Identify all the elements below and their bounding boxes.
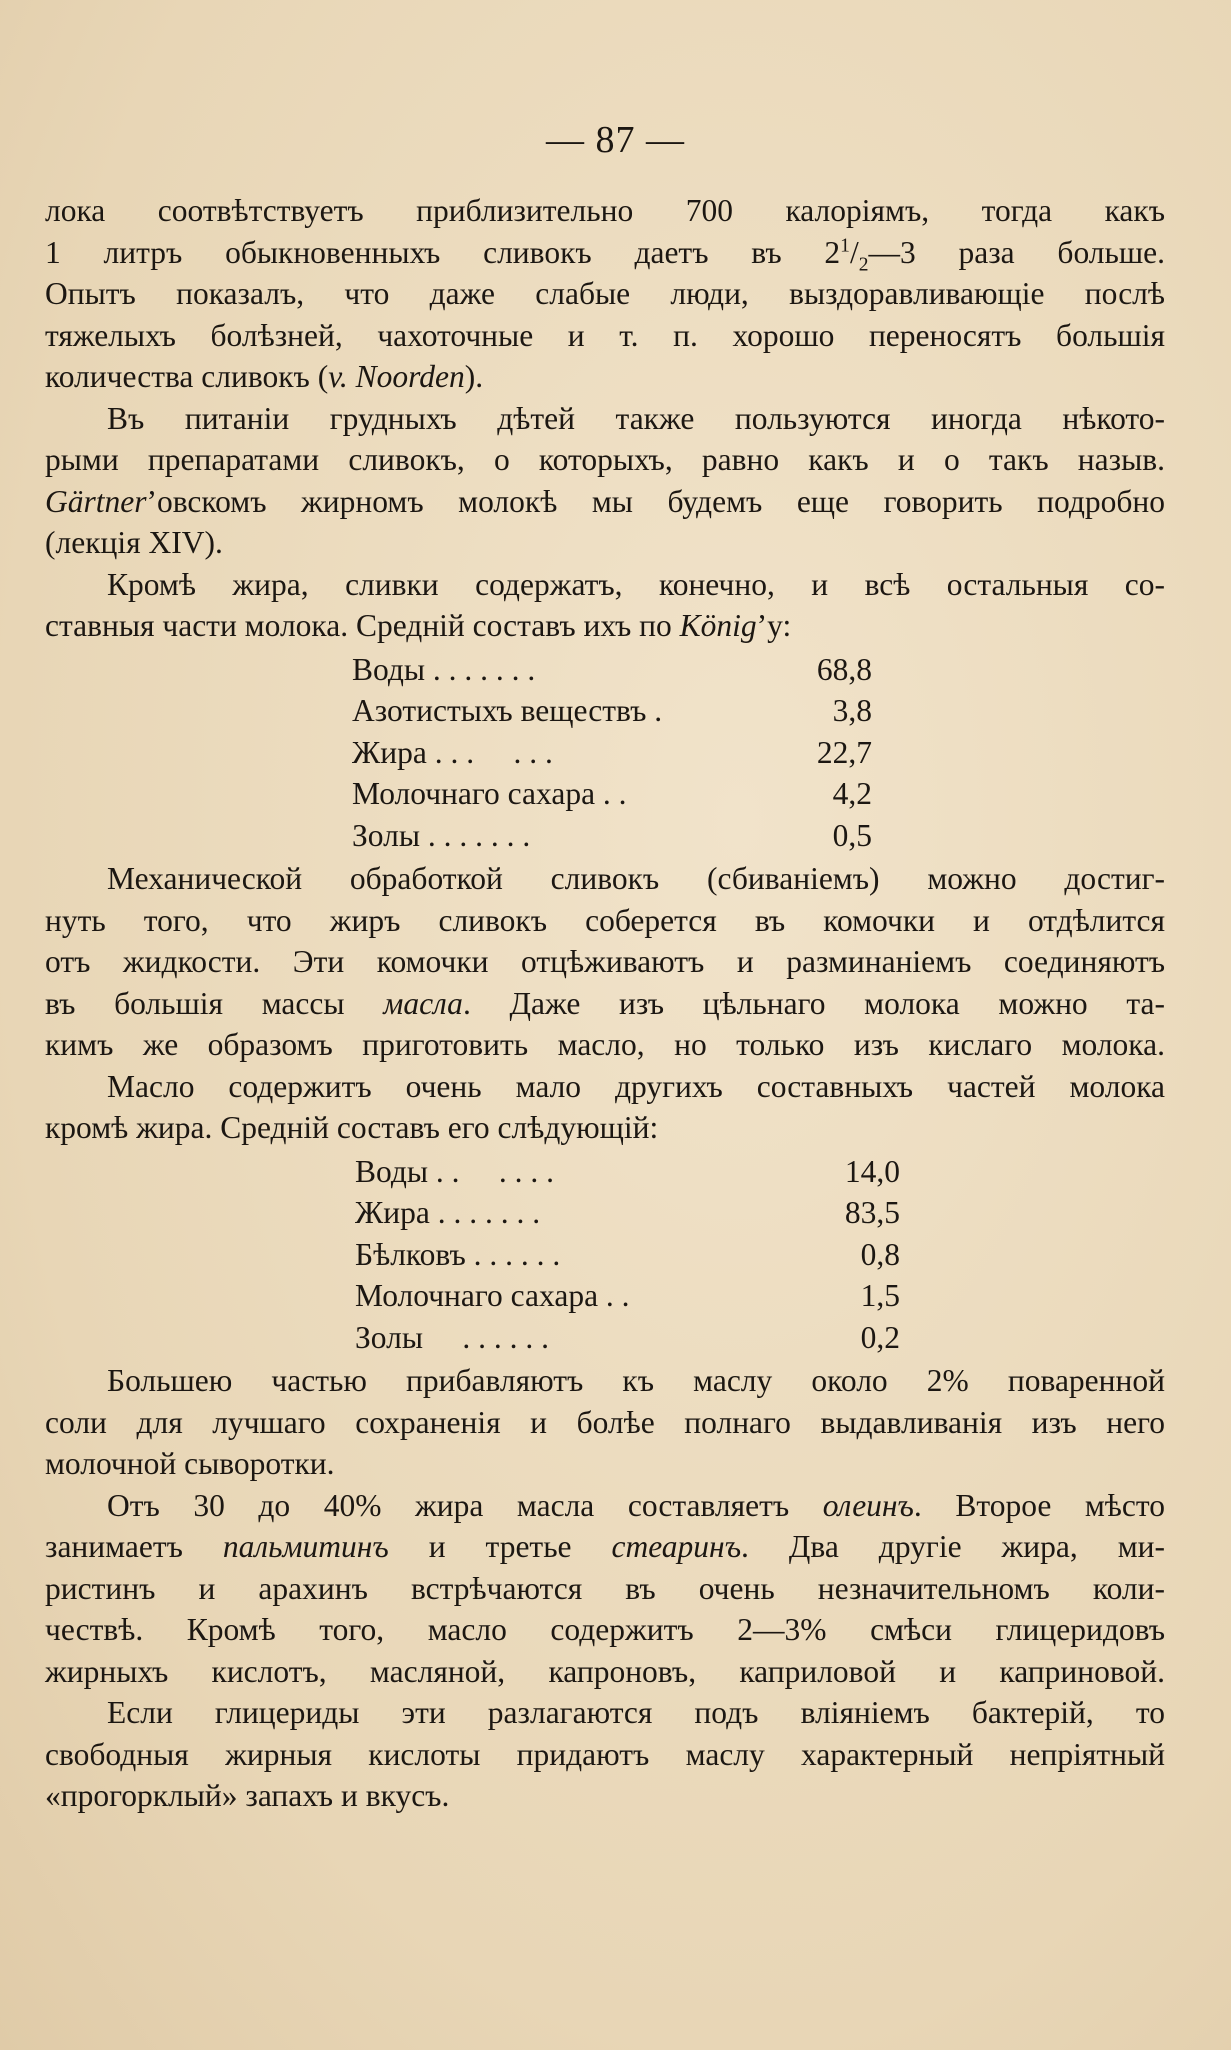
component-value: 0,2 [860, 1319, 900, 1355]
table-row [352, 773, 872, 815]
text-line: свободныя жирныя кислоты придаютъ маслу характерный непріятный [45, 1736, 1165, 1772]
text-line: ставныя части молока. Среднiй составъ ихъ по König’у: [45, 608, 792, 643]
text-line: кромѣ жира. Среднiй составъ его слѣдующiй: [45, 1110, 659, 1145]
component-label: Золы . . . . . . . [352, 817, 531, 853]
text-line: кимъ же образомъ приготовить масло, но только изъ кислаго молока. [45, 1027, 1165, 1062]
component-value: 4,2 [832, 776, 872, 811]
component-label: Бѣлковъ . . . . . . [355, 1236, 561, 1272]
table-row [355, 1151, 900, 1193]
text-line: въ большія массы масла. Даже изъ цѣльнаго молока можно та- [45, 985, 1165, 1021]
table-row [352, 815, 872, 857]
body-text [45, 190, 1165, 1817]
page-number: — 87 — [546, 119, 685, 161]
component-value: 83,5 [844, 1195, 900, 1230]
text-line: (лекція XIV). [45, 525, 223, 560]
text-line: занимаетъ пальмитинъ и третье стеаринъ. Два другіе жира, ми- [45, 1529, 1165, 1564]
text-line: лока соотвѣтствуетъ приблизительно 700 калоріямъ, тогда какъ [45, 193, 1165, 228]
component-value: 0,8 [860, 1236, 900, 1272]
table-row [352, 732, 872, 774]
text-line: рыми препаратами сливокъ, о которыхъ, равно какъ и о такъ назыв. [45, 442, 1165, 477]
component-value: 0,5 [832, 817, 872, 853]
text-line: чествѣ. Кромѣ того, масло содержитъ 2—3% смѣси глицеридовъ [45, 1612, 1165, 1647]
text-line: Gärtner’овскомъ жирномъ молокѣ мы будемъ еще говорить подробно [45, 483, 1165, 519]
table-row [355, 1275, 900, 1317]
text-line: «прогорклый» запахъ и вкусъ. [45, 1778, 450, 1813]
text-line: Масло содержитъ очень мало другихъ составныхъ частей молока [107, 1068, 1165, 1104]
component-label: Молочнаго сахара . . [352, 776, 627, 811]
paragraph-infant-feeding [45, 398, 1165, 564]
component-value: 22,7 [816, 734, 872, 770]
text-line: отъ жидкости. Эти комочки отцѣживаютъ и разминаніемъ соединяютъ [45, 944, 1165, 979]
text-line: нуть того, что жиръ сливокъ соберется въ комочки и отдѣлится [45, 902, 1165, 938]
paragraph-salt [45, 1360, 1165, 1485]
component-value: 68,8 [816, 651, 872, 687]
component-label: Азотистыхъ веществъ . [352, 693, 663, 728]
component-label: Воды . . . . . . [355, 1153, 555, 1189]
paragraph-rancid [45, 1692, 1165, 1817]
table-row [355, 1317, 900, 1359]
text-line: Механической обработкой сливокъ (сбиваніемъ) можно достиг- [107, 861, 1165, 896]
text-line: Если глицериды эти разлагаются подъ вліяніемъ бактерій, то [107, 1695, 1165, 1730]
component-label: Жира . . . . . . . [355, 1195, 541, 1230]
paragraph-cream-composition [45, 564, 1165, 647]
table-row [352, 649, 872, 691]
component-label: Жира . . . . . . [352, 734, 553, 770]
text-line: Опытъ показалъ, что даже слабые люди, выздоравливающіе послѣ [45, 276, 1165, 311]
paragraph-butter-composition [45, 1066, 1165, 1149]
table-row [352, 690, 872, 732]
text-line: ристинъ и арахинъ встрѣчаются въ очень незначительномъ коли- [45, 1570, 1165, 1606]
text-line: соли для лучшаго сохраненія и болѣе полнаго выдавливанія изъ него [45, 1404, 1165, 1440]
component-label: Воды . . . . . . . [352, 651, 536, 687]
component-label: Золы . . . . . . [355, 1319, 549, 1355]
table-row [355, 1192, 900, 1234]
component-label: Молочнаго сахара . . [355, 1278, 630, 1313]
paragraph-fats [45, 1485, 1165, 1693]
component-value: 3,8 [832, 693, 872, 728]
text-line: 1 литръ обыкновенныхъ сливокъ даетъ въ $2^1/_2—3$ раза больше. [45, 234, 1165, 275]
butter-composition-table [355, 1151, 900, 1359]
table-row [355, 1234, 900, 1276]
component-value: 14,0 [844, 1153, 900, 1189]
text-line: Въ питаніи грудныхъ дѣтей также пользуются иногда нѣкото- [107, 400, 1165, 436]
text-line: молочной сыворотки. [45, 1446, 335, 1481]
component-value: 1,5 [860, 1278, 900, 1313]
text-line: Отъ 30 до 40% жира масла составляетъ олеинъ. Второе мѣсто [107, 1487, 1165, 1523]
paragraph-churning [45, 858, 1165, 1066]
text-line: жирныхъ кислотъ, масляной, капроновъ, каприловой и каприновой. [45, 1653, 1165, 1689]
cream-composition-table [352, 649, 872, 857]
text-line: Кромѣ жира, сливки содержатъ, конечно, и всѣ остальныя со- [107, 566, 1165, 602]
text-line: количества сливокъ (v. Noorden). [45, 359, 484, 394]
paragraph-cream-calories [45, 190, 1165, 398]
text-line: Большею частью прибавляютъ къ маслу около 2% поваренной [107, 1363, 1165, 1398]
text-line: тяжелыхъ болѣзней, чахоточные и т. п. хорошо переносятъ большія [45, 317, 1165, 353]
